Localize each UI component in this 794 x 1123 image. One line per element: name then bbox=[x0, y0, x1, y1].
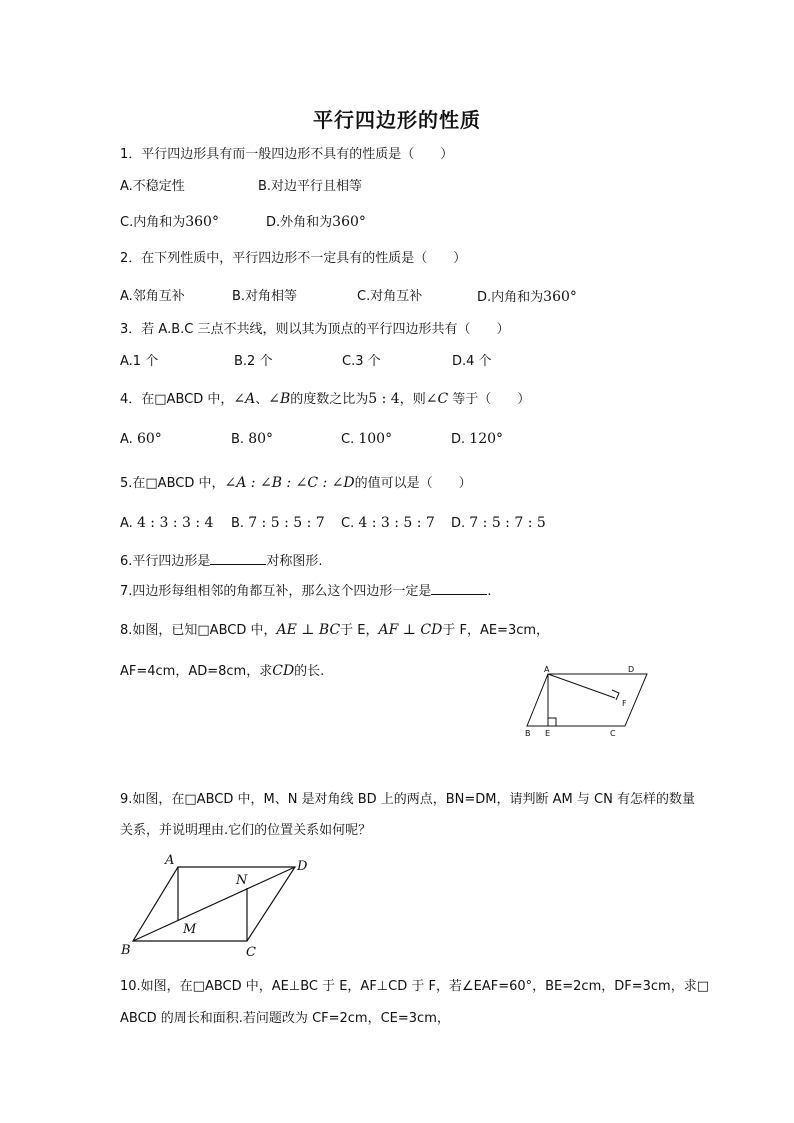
q4-stem bbox=[120, 390, 530, 409]
q4-option-c bbox=[341, 430, 392, 449]
q5-option-a-label: A. bbox=[120, 516, 133, 531]
label-f: F bbox=[622, 699, 627, 708]
q4-stem-part2: 的度数之比为 bbox=[290, 392, 369, 407]
q5-option-d-value: 7 : 5 : 7 : 5 bbox=[469, 515, 546, 531]
q1-option-c-text: C.内角和为 bbox=[120, 215, 186, 230]
q1-stem: 1．平行四边形具有而一般四边形不具有的性质是（ ） bbox=[120, 147, 454, 162]
q1-option-c bbox=[120, 213, 219, 232]
q4-stem-part3: ，则 bbox=[399, 392, 426, 407]
label-d: D bbox=[297, 859, 308, 874]
q6-after: 对称图形. bbox=[266, 554, 323, 569]
label-e: E bbox=[545, 729, 551, 738]
q5-option-a bbox=[120, 514, 213, 533]
q2-option-b: B.对角相等 bbox=[232, 289, 298, 304]
right-angle-mark-e bbox=[548, 718, 556, 726]
q6-stem bbox=[120, 552, 323, 571]
q2-stem: 2．在下列性质中，平行四边形不一定具有的性质是（ ） bbox=[120, 251, 467, 266]
q4-option-b-value: 80° bbox=[248, 431, 274, 447]
q5-option-d-label: D. bbox=[451, 516, 466, 531]
page-title: 平行四边形的性质 bbox=[313, 108, 481, 132]
q5-option-c-label: C. bbox=[341, 516, 355, 531]
q2-option-d-text: D.内角和为 bbox=[477, 290, 544, 305]
q5-option-b-label: B. bbox=[231, 516, 245, 531]
q5-option-b bbox=[231, 514, 325, 533]
q2-option-d-math: 360° bbox=[543, 289, 577, 305]
label-m: M bbox=[183, 922, 197, 937]
parallelogram-abcd bbox=[527, 674, 647, 726]
q8-line2 bbox=[120, 662, 324, 681]
q4-option-d bbox=[451, 430, 503, 449]
q4-option-c-value: 100° bbox=[358, 431, 393, 447]
q7-blank bbox=[431, 582, 487, 595]
q4-option-b-label: B. bbox=[231, 432, 245, 447]
q1-option-d-text: D.外角和为 bbox=[266, 215, 333, 230]
parallelogram-figure-q9 bbox=[115, 850, 315, 960]
q5-stem bbox=[120, 474, 472, 493]
q1-option-d-math: 360° bbox=[332, 214, 366, 230]
q4-angle-a: ∠A bbox=[233, 391, 256, 407]
label-b: B bbox=[121, 943, 131, 958]
label-d: D bbox=[628, 665, 635, 674]
q4-option-a-value: 60° bbox=[136, 431, 162, 447]
label-b: B bbox=[525, 729, 531, 738]
q1-option-b: B.对边平行且相等 bbox=[258, 179, 363, 194]
q2-option-d bbox=[477, 288, 577, 307]
q4-option-d-label: D. bbox=[451, 432, 466, 447]
label-c: C bbox=[246, 945, 256, 960]
q4-stem-part1: 4．在□ABCD 中， bbox=[120, 392, 234, 407]
q8-line1 bbox=[120, 621, 549, 640]
label-a: A bbox=[544, 665, 550, 674]
q4-ratio: 5 : 4 bbox=[368, 391, 400, 407]
q4-option-a bbox=[120, 430, 162, 449]
q3-option-a: A.1 个 bbox=[120, 354, 159, 369]
q9-line2: 关系，并说明理由.它们的位置关系如何呢？ bbox=[120, 823, 372, 838]
q8-line2-part1: AF=4cm，AD=8cm，求 bbox=[120, 664, 273, 679]
parallelogram-figure-q8 bbox=[515, 662, 665, 742]
q8-math-cd: CD bbox=[272, 663, 295, 679]
q5-stem-part2: 的值可以是（ ） bbox=[354, 476, 472, 491]
q1-option-a: A.不稳定性 bbox=[120, 179, 185, 194]
q6-before: 6.平行四边形是 bbox=[120, 554, 211, 569]
q1-option-d bbox=[266, 213, 366, 232]
q6-blank bbox=[210, 552, 266, 565]
q2-option-a: A.邻角互补 bbox=[120, 289, 185, 304]
right-angle-mark-f bbox=[612, 690, 619, 700]
q3-option-b: B.2 个 bbox=[234, 354, 273, 369]
q4-angle-c: ∠C bbox=[425, 391, 449, 407]
label-c: C bbox=[610, 729, 616, 738]
q5-option-b-value: 7 : 5 : 5 : 7 bbox=[248, 515, 325, 531]
q4-option-a-label: A. bbox=[120, 432, 133, 447]
q2-option-c: C.对角互补 bbox=[357, 289, 423, 304]
q4-option-d-value: 120° bbox=[469, 431, 504, 447]
q4-angle-b: ∠B bbox=[268, 391, 291, 407]
q4-separator: 、 bbox=[255, 392, 269, 407]
q7-after: . bbox=[487, 584, 492, 599]
q8-math-ae-bc: AE ⊥ BC bbox=[276, 622, 341, 638]
q1-option-c-math: 360° bbox=[185, 214, 219, 230]
q5-option-c-value: 4 : 3 : 5 : 7 bbox=[358, 515, 435, 531]
q9-line1: 9.如图，在□ABCD 中，M、N 是对角线 BD 上的两点，BN=DM，请判断 AM 与 CN 有怎样的数量 bbox=[120, 792, 695, 807]
q7-before: 7.四边形每组相邻的角都互补，那么这个四边形一定是 bbox=[120, 584, 432, 599]
q4-stem-part4: 等于（ ） bbox=[448, 392, 531, 407]
q8-line2-part2: 的长. bbox=[294, 664, 325, 679]
q8-line1-part2: 于 E， bbox=[340, 623, 379, 638]
q4-option-c-label: C. bbox=[341, 432, 355, 447]
q5-stem-part1: 5.在□ABCD 中， bbox=[120, 476, 225, 491]
label-a: A bbox=[165, 853, 175, 868]
q8-math-af-cd: AF ⊥ CD bbox=[378, 622, 443, 638]
segment-af bbox=[548, 674, 615, 698]
q5-option-a-value: 4 : 3 : 3 : 4 bbox=[136, 515, 214, 531]
q5-option-c bbox=[341, 514, 435, 533]
q3-stem: 3．若 A.B.C 三点不共线，则以其为顶点的平行四边形共有（ ） bbox=[120, 322, 510, 337]
q10-line2: ABCD 的周长和面积.若问题改为 CF=2cm，CE=3cm， bbox=[120, 1011, 450, 1026]
label-n: N bbox=[236, 873, 248, 888]
q7-stem bbox=[120, 582, 492, 601]
q4-option-b bbox=[231, 430, 273, 449]
q8-line1-part3: 于 F，AE=3cm， bbox=[442, 623, 550, 638]
q5-option-d bbox=[451, 514, 546, 533]
q8-line1-part1: 8.如图，已知□ABCD 中， bbox=[120, 623, 277, 638]
q3-option-d: D.4 个 bbox=[452, 354, 492, 369]
q5-math: ∠A : ∠B : ∠C : ∠D bbox=[224, 475, 355, 491]
q3-option-c: C.3 个 bbox=[342, 354, 381, 369]
q10-line1: 10.如图，在□ABCD 中，AE⊥BC 于 E，AF⊥CD 于 F，若∠EAF=60°，BE=2cm，DF=3cm，求□ bbox=[120, 979, 709, 994]
